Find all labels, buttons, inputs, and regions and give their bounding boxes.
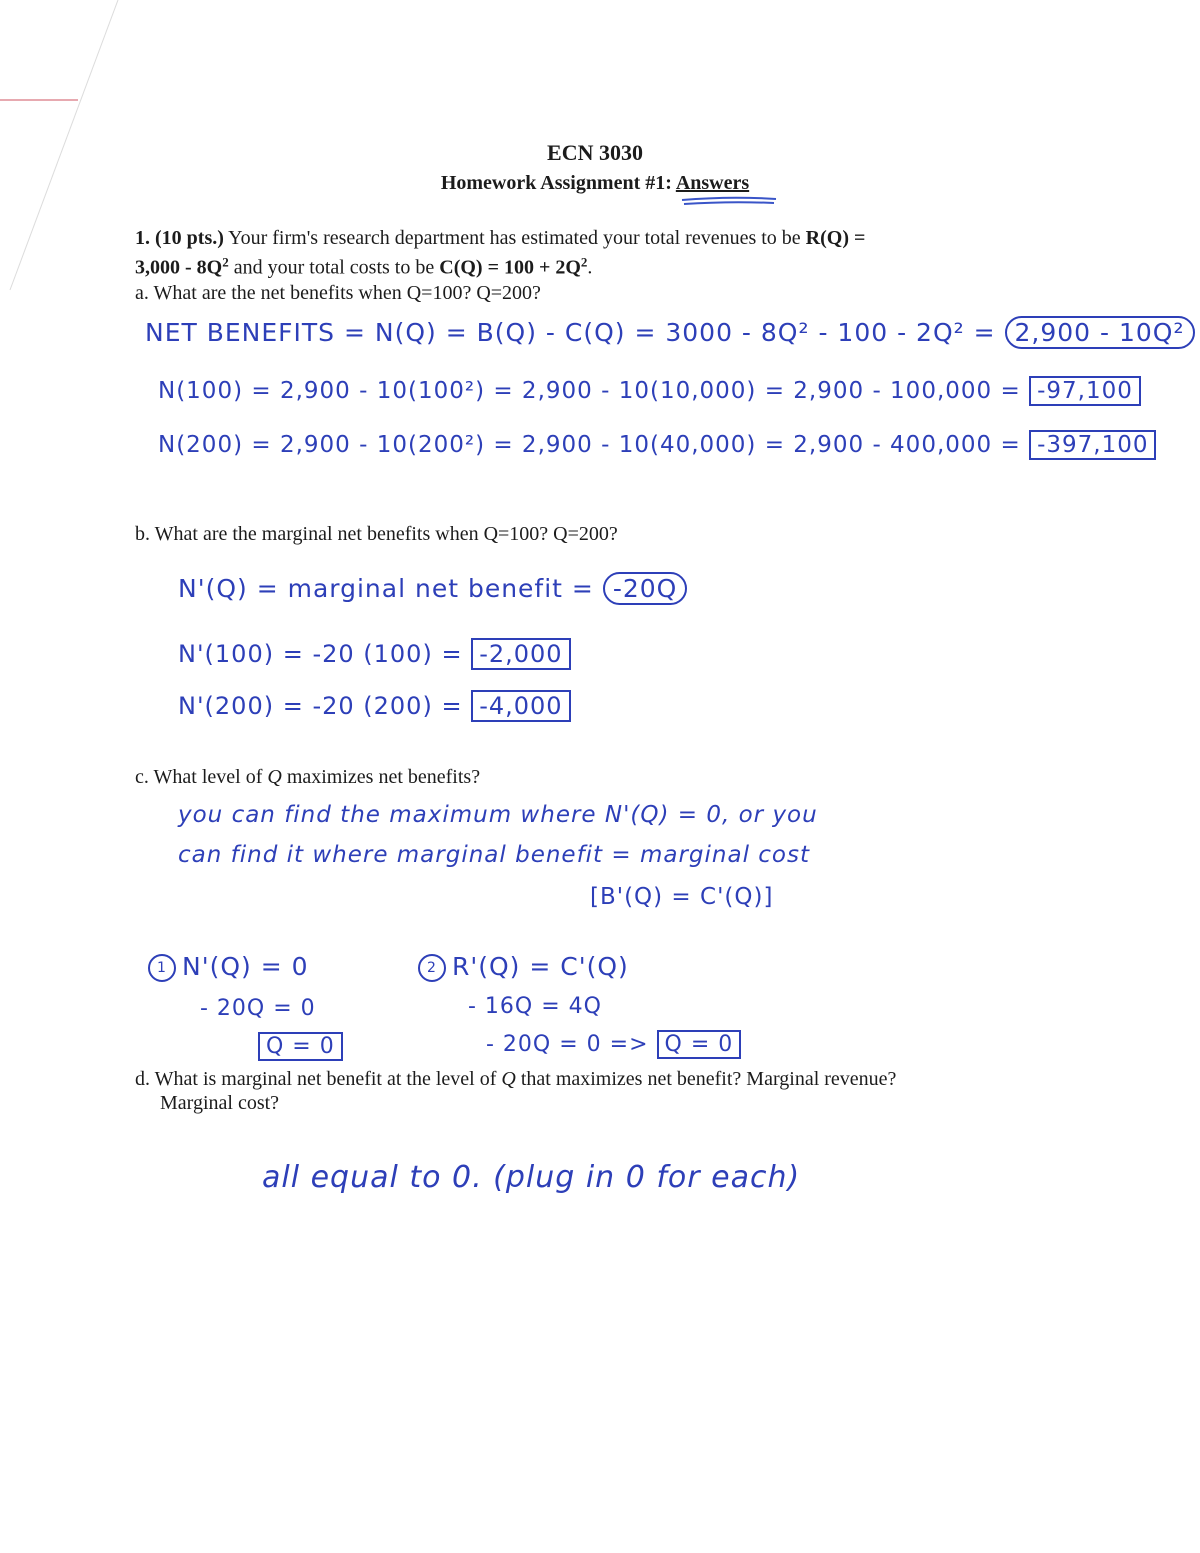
method-2-title-row bbox=[418, 952, 629, 982]
method-1-step: - 20Q = 0 bbox=[200, 996, 316, 1021]
part-a-line-2 bbox=[158, 378, 1141, 404]
mn100-work: N'(100) = -20 (100) = bbox=[178, 640, 463, 668]
mn100-result: -2,000 bbox=[471, 638, 570, 670]
part-d-question-post: that maximizes net benefit? Marginal revenue? bbox=[520, 1068, 897, 1090]
method-1-title-row bbox=[148, 952, 309, 982]
part-d-question bbox=[135, 1067, 1055, 1115]
mn200-work: N'(200) = -20 (200) = bbox=[178, 692, 463, 720]
assignment-title bbox=[0, 172, 1190, 195]
question-points: (10 pts.) bbox=[155, 227, 224, 249]
part-c-question bbox=[135, 766, 480, 789]
course-title: ECN 3030 bbox=[547, 140, 643, 165]
net-benefit-result: 2,900 - 10Q² bbox=[1005, 316, 1195, 349]
n200-result: -397,100 bbox=[1029, 430, 1156, 460]
marginal-net-benefit-formula: N'(Q) = marginal net benefit = bbox=[178, 574, 594, 603]
marginal-net-benefit-result: -20Q bbox=[603, 572, 688, 605]
method-2-step-2: - 20Q = 0 => bbox=[486, 1032, 649, 1057]
part-b-line-3 bbox=[178, 692, 571, 720]
part-b-line-2 bbox=[178, 640, 571, 668]
method-2-step-1: - 16Q = 4Q bbox=[468, 994, 602, 1019]
part-d-question-pre: d. What is marginal net benefit at the level of bbox=[135, 1068, 497, 1090]
part-c-question-post: maximizes net benefits? bbox=[286, 766, 481, 788]
answers-label: Answers bbox=[675, 172, 750, 194]
part-c-question-pre: c. What level of bbox=[135, 766, 263, 788]
part-c-question-var: Q bbox=[267, 766, 282, 788]
revenue-function: R(Q) = bbox=[805, 227, 866, 249]
n200-work: N(200) = 2,900 - 10(200²) = 2,900 - 10(40,000) = 2,900 - 400,000 = bbox=[158, 432, 1021, 458]
cost-exponent: 2 bbox=[580, 254, 588, 269]
question-text-a: Your firm's research department has estimated your total revenues to be bbox=[228, 227, 801, 249]
answers-underline bbox=[680, 196, 780, 206]
cost-function: C(Q) = 100 + 2Q bbox=[439, 256, 581, 279]
method-1-marker: 1 bbox=[148, 954, 176, 982]
part-d-question-line-2: Marginal cost? bbox=[160, 1092, 280, 1114]
method-1-result: Q = 0 bbox=[258, 1032, 343, 1061]
part-a-question: a. What are the net benefits when Q=100? Q=200? bbox=[135, 282, 541, 304]
part-d-answer: all equal to 0. (plug in 0 for each) bbox=[262, 1160, 801, 1195]
question-number: 1. bbox=[135, 227, 150, 249]
revenue-exponent: 2 bbox=[222, 254, 229, 269]
method-2-step-2-row bbox=[486, 1032, 741, 1057]
method-2-marker: 2 bbox=[418, 954, 446, 982]
method-2-result: Q = 0 bbox=[657, 1030, 742, 1059]
method-2-title: R'(Q) = C'(Q) bbox=[452, 952, 629, 981]
cost-period: . bbox=[587, 256, 593, 279]
part-a-line-1 bbox=[145, 318, 1195, 347]
question-text-b: and your total costs to be bbox=[233, 256, 435, 279]
assignment-label: Homework Assignment #1: bbox=[440, 172, 672, 194]
net-benefit-formula: NET BENEFITS = N(Q) = B(Q) - C(Q) = 3000 - 8Q² - 100 - 2Q² = bbox=[145, 318, 996, 347]
part-d-question-var: Q bbox=[501, 1068, 516, 1090]
revenue-expression: 3,000 - 8Q bbox=[135, 256, 223, 279]
part-c-note-2: can find it where marginal benefit = marginal cost bbox=[178, 842, 811, 868]
method-1-title: N'(Q) = 0 bbox=[182, 952, 309, 981]
n100-work: N(100) = 2,900 - 10(100²) = 2,900 - 10(10,000) = 2,900 - 100,000 = bbox=[158, 378, 1021, 404]
part-c-note-3: [B'(Q) = C'(Q)] bbox=[590, 884, 774, 910]
method-1-result-row bbox=[258, 1034, 343, 1059]
mn200-result: -4,000 bbox=[471, 690, 570, 722]
n100-result: -97,100 bbox=[1029, 376, 1141, 406]
part-c-note-1: you can find the maximum where N'(Q) = 0, or you bbox=[178, 802, 818, 828]
part-b-line-1 bbox=[178, 574, 687, 603]
part-b-question: b. What are the marginal net benefits when Q=100? Q=200? bbox=[135, 523, 618, 545]
part-a-line-3 bbox=[158, 432, 1156, 458]
question-1-text bbox=[135, 226, 1035, 280]
